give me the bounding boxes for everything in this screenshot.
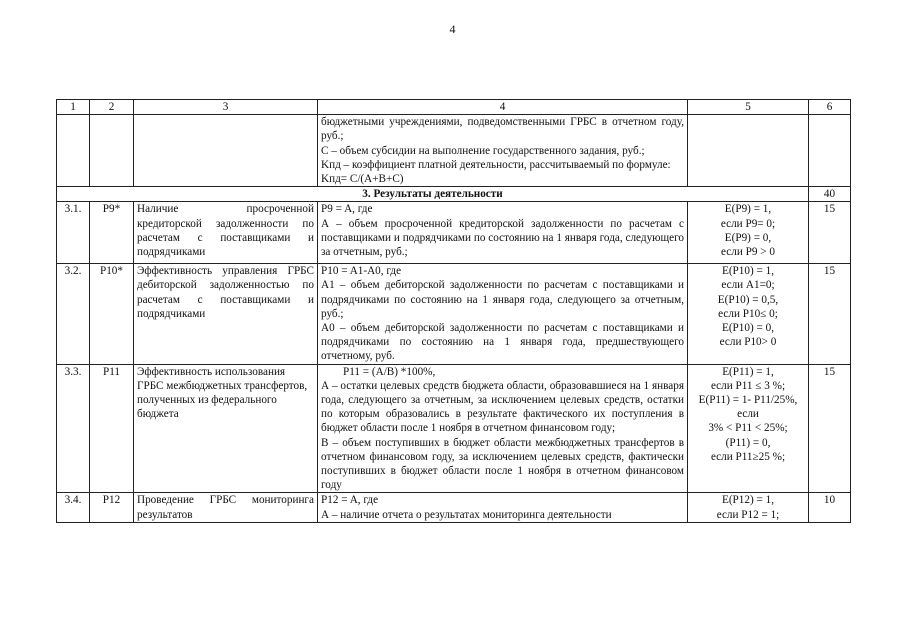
formula-description: A0 – объем дебиторской задолженности по расчетам с поставщиками и подрядчиками по состоянию на 1 января года, предшествующего отчетному, руб. — [321, 322, 684, 363]
indicator-code: P11 — [90, 364, 134, 493]
row-number: 3.2. — [57, 264, 90, 364]
evaluation-line: (P11) = 0, — [725, 436, 771, 449]
header-cell-4: 4 — [318, 100, 688, 115]
formula-description: A1 – объем дебиторской задолженности по расчетам с поставщиками и подрядчиками по состоянию на 1 января года, следующего за отчетным, руб.; — [321, 279, 684, 320]
criteria-table — [56, 99, 851, 523]
header-cell-3: 3 — [134, 100, 318, 115]
formula: P10 = A1-A0, где — [321, 265, 402, 278]
continuation-line: Kпд – коэффициент платной деятельности, рассчитываемый по формуле: — [321, 158, 671, 171]
formula-description: А – наличие отчета о результатах мониторинга деятельности — [321, 508, 612, 521]
indicator-weight: 15 — [809, 202, 851, 264]
continuation-cell — [318, 115, 688, 187]
header-cell-6: 6 — [809, 100, 851, 115]
indicator-code: P9* — [90, 202, 134, 264]
header-cell-5: 5 — [688, 100, 809, 115]
indicator-formula-cell — [318, 493, 688, 522]
page-number: 4 — [449, 22, 456, 36]
header-cell-1: 1 — [57, 100, 90, 115]
evaluation-line: если P11 ≤ 3 %; — [710, 379, 786, 392]
evaluation-line: если P10> 0 — [719, 336, 777, 349]
indicator-name: Проведение ГРБС мониторинга результатов — [134, 493, 318, 522]
evaluation-line: E(P9) = 1, — [724, 203, 772, 216]
row-number: 3.3. — [57, 364, 90, 493]
indicator-name: Наличие просроченной кредиторской задолженности по расчетам с поставщиками и подрядчиками — [134, 202, 318, 264]
indicator-weight: 15 — [809, 264, 851, 364]
indicator-weight: 15 — [809, 364, 851, 493]
evaluation-line: если P9 > 0 — [721, 246, 775, 259]
formula: P9 = A, где — [321, 203, 373, 216]
evaluation-cell — [688, 264, 809, 364]
evaluation-line: если — [737, 408, 759, 421]
evaluation-cell — [688, 202, 809, 264]
header-row — [57, 100, 851, 115]
indicator-formula-cell — [318, 202, 688, 264]
table-row — [57, 202, 851, 264]
continuation-line: Kпд= C/(A+B+C) — [321, 173, 404, 186]
indicator-name: Эффективность использования ГРБС межбюджетных трансфертов, полученных из федерального бюджета — [134, 364, 318, 493]
formula-description: А – объем просроченной кредиторской задолженности по расчетам с поставщиками и подрядчиками по состоянию на 1 января года, следующего за отчетным, руб.; — [321, 217, 684, 259]
evaluation-line: E(P9) = 0, — [724, 231, 772, 244]
table-row — [57, 364, 851, 493]
section-row — [57, 187, 851, 202]
evaluation-line: E(P10) = 0,5, — [717, 293, 779, 306]
evaluation-line: E(P11) = 1, — [722, 365, 774, 378]
continuation-line: бюджетными учреждениями, подведомственными ГРБС в отчетном году, руб.; — [321, 116, 684, 143]
indicator-formula-cell — [318, 364, 688, 493]
header-cell-2: 2 — [90, 100, 134, 115]
formula-description: В – объем поступивших в бюджет области межбюджетных трансфертов в отчетном финансовом году, за исключением целевых средств, фактически поступивших в бюджет области после 1 ноября в отчетном финансовом году — [321, 436, 684, 492]
evaluation-line: E(P12) = 1, — [722, 494, 774, 507]
evaluation-line: если A1=0; — [721, 279, 775, 292]
evaluation-line: если P12 = 1; — [716, 508, 780, 521]
section-title: 3. Результаты деятельности — [57, 187, 809, 202]
table-row — [57, 493, 851, 522]
evaluation-line: если P9= 0; — [720, 217, 776, 230]
indicator-name: Эффективность управления ГРБС дебиторской задолженностью по расчетам с поставщиками и подрядчиками — [134, 264, 318, 364]
evaluation-cell — [688, 493, 809, 522]
evaluation-line: если P10≤ 0; — [718, 307, 778, 320]
indicator-code: P10* — [90, 264, 134, 364]
continuation-line: С – объем субсидии на выполнение государственного задания, руб.; — [321, 144, 645, 157]
evaluation-cell — [688, 364, 809, 493]
continuation-row — [57, 115, 851, 187]
indicator-code: P12 — [90, 493, 134, 522]
formula-description: А – остатки целевых средств бюджета области, образовавшиеся на 1 января года, следующего за отчетным, за исключением целевых средств, остатки по которым образовались в результате фактического их поступления в бюджет области после 1 ноября в отчетном финансовом году; — [321, 379, 684, 435]
row-number: 3.1. — [57, 202, 90, 264]
evaluation-line: если P11≥25 %; — [710, 450, 786, 463]
row-number: 3.4. — [57, 493, 90, 522]
formula: P12 = A, где — [321, 494, 379, 507]
evaluation-line: E(P10) = 0, — [722, 322, 774, 335]
indicator-weight: 10 — [809, 493, 851, 522]
evaluation-line: E(P10) = 1, — [722, 265, 774, 278]
evaluation-line: 3% < P11 < 25%; — [708, 422, 788, 435]
evaluation-line: E(P11) = 1- P11/25%, — [698, 394, 798, 407]
indicator-formula-cell — [318, 264, 688, 364]
formula: P11 = (A/B) *100%, — [343, 365, 436, 378]
table-row — [57, 264, 851, 364]
section-weight: 40 — [809, 187, 851, 202]
